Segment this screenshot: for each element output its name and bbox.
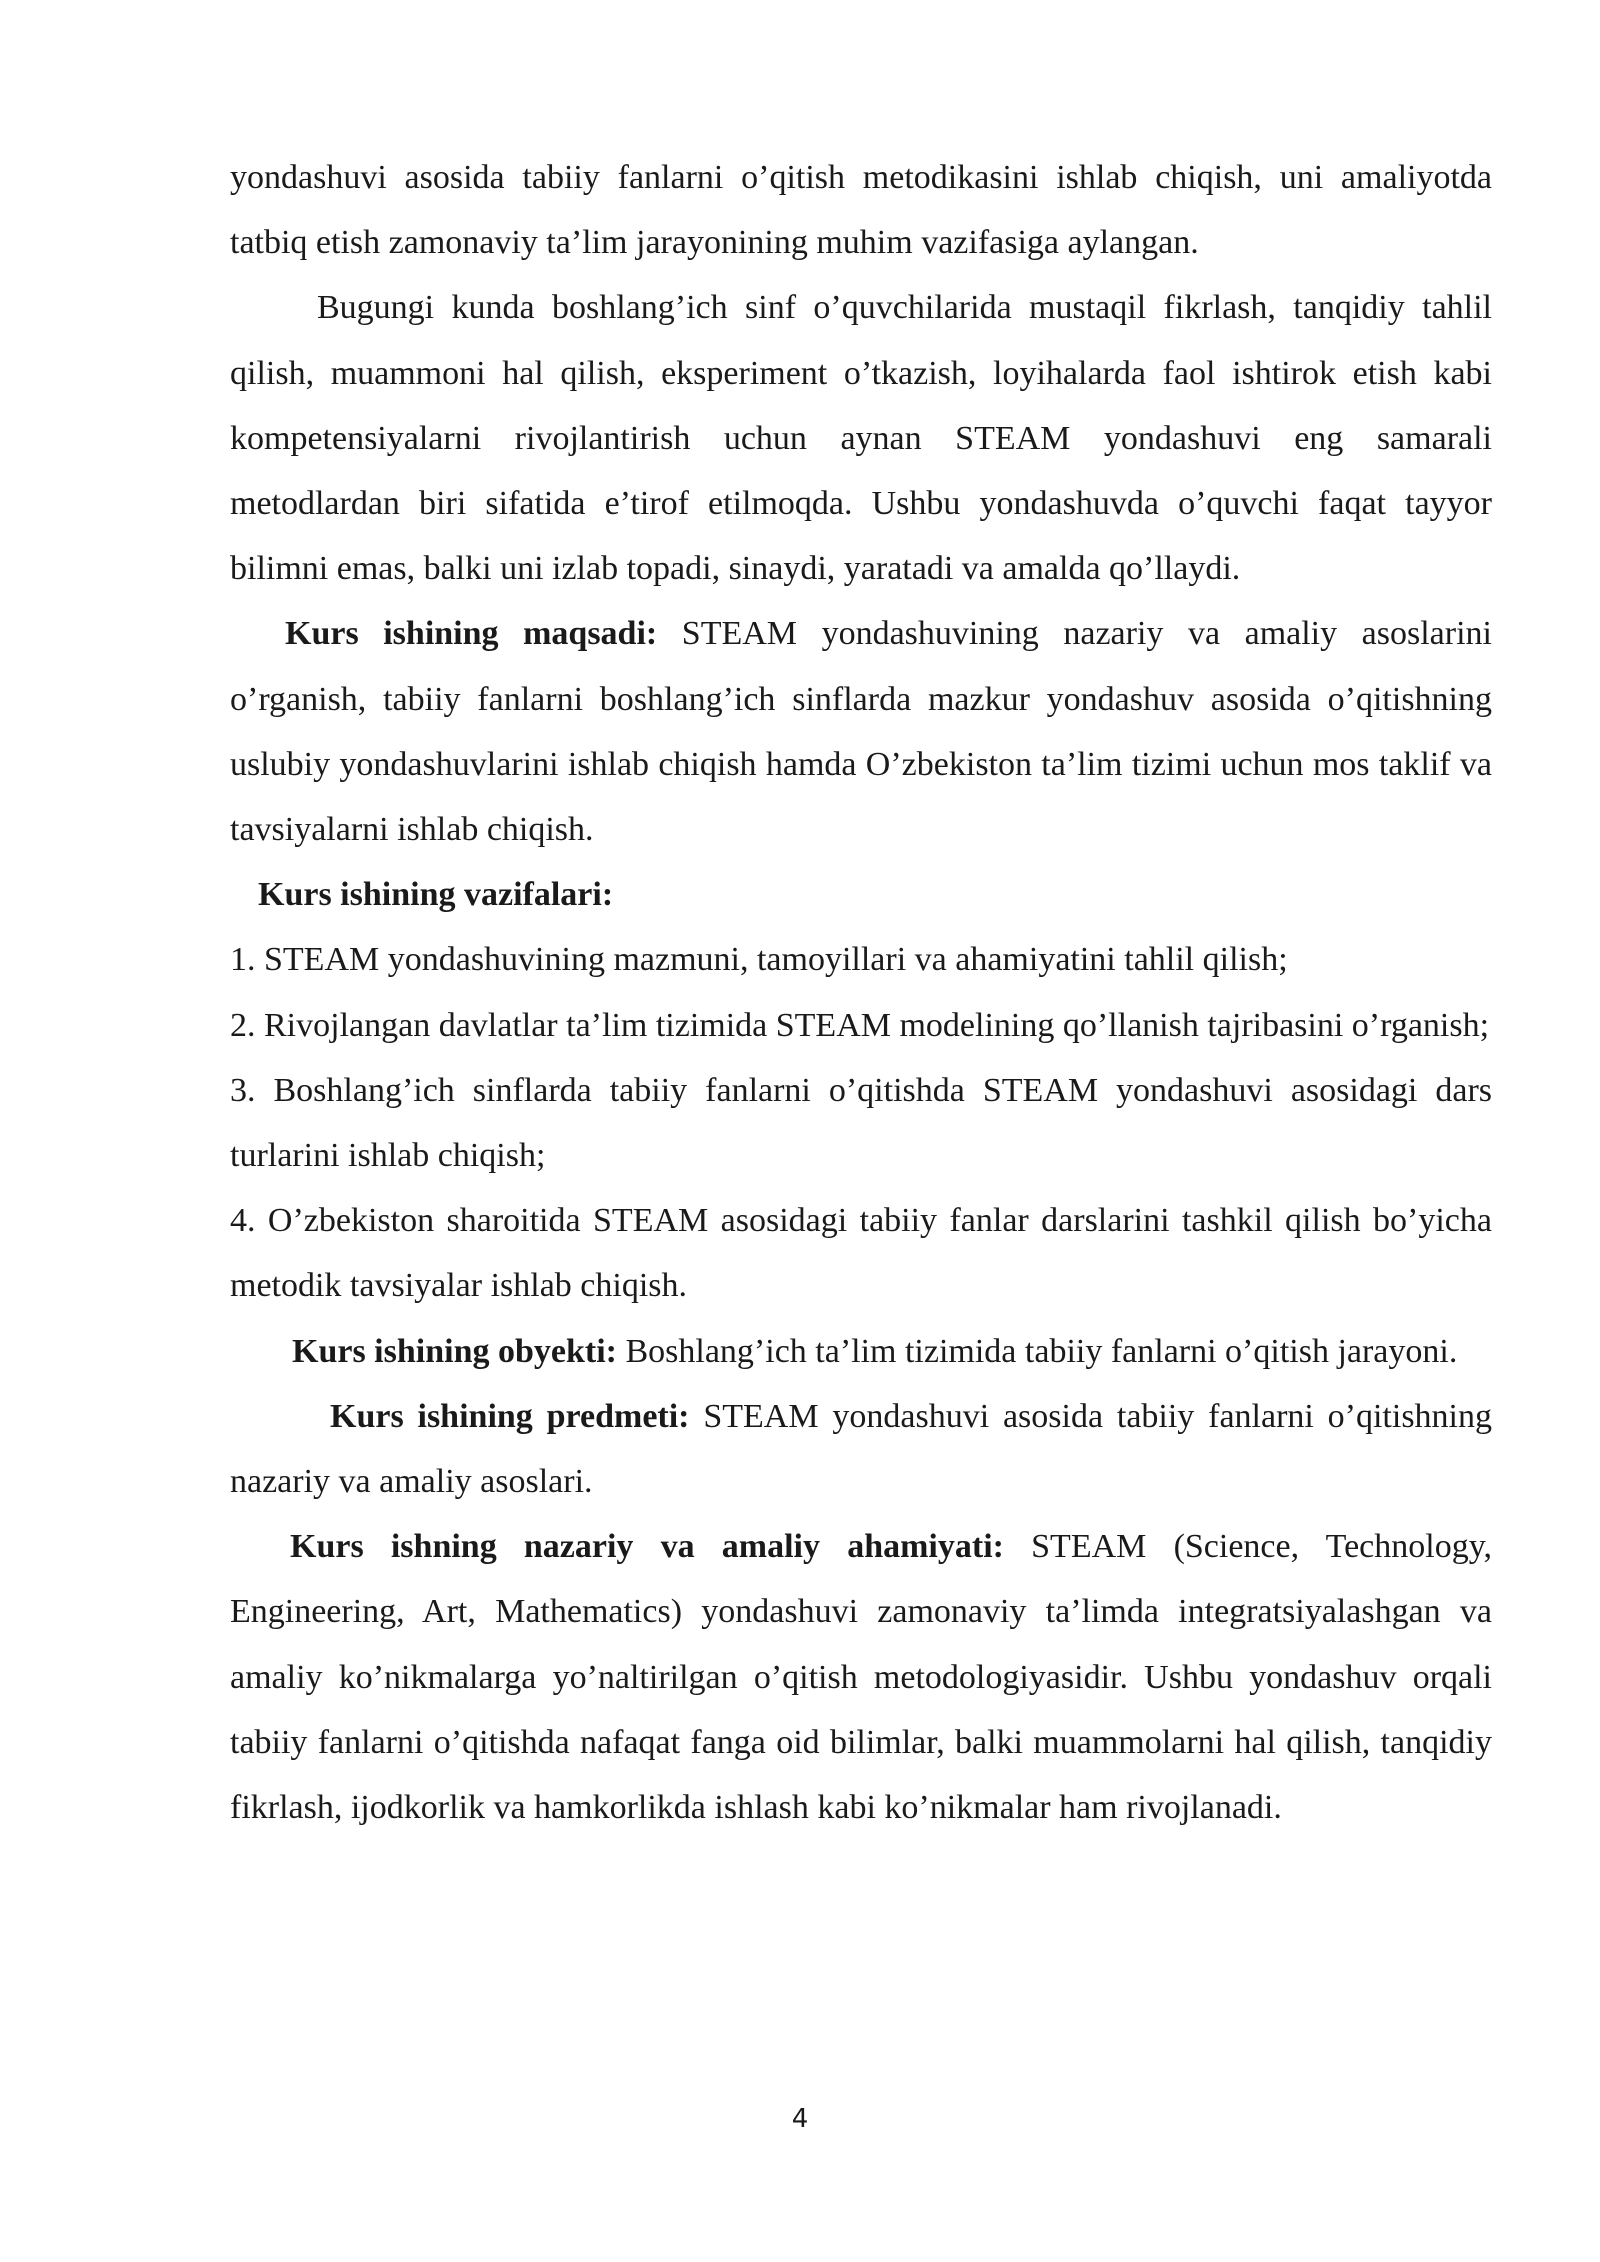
- task-item: 4. O’zbekiston sharoitida STEAM asosidagi tabiiy fanlar darslarini tashkil qilish bo’yicha metodik tavsiyalar ishlab chiqish.: [230, 1202, 1492, 1305]
- paragraph-subject: [230, 1384, 1492, 1514]
- paragraph-significance: [230, 1514, 1492, 1840]
- subject-label: Kurs ishining predmeti:: [330, 1397, 690, 1435]
- paragraph-goal: [230, 601, 1492, 862]
- task-item: 1. STEAM yondashuvining mazmuni, tamoyillari va ahamiyatini tahlil qilish;: [230, 941, 1288, 979]
- goal-text: STEAM yondashuvining nazariy va amaliy asoslarini o’rganish, tabiiy fanlarni boshlang’ich sinflarda mazkur yondashuv asosida o’qitishning uslubiy yondashuvlarini ishlab chiqish hamda O’zbekiston ta’lim tizimi uchun mos taklif va tavsiyalarni ishlab chiqish.: [230, 615, 1492, 849]
- page-body: [230, 145, 1492, 1840]
- page-number: 4: [791, 2104, 809, 2134]
- paragraph-object: [230, 1319, 1492, 1384]
- paragraph-intro-continuation: yondashuvi asosida tabiiy fanlarni o’qitish metodikasini ishlab chiqish, uni amaliyotda tatbiq etish zamonaviy ta’lim jarayonining muhim vazifasiga aylangan.: [230, 159, 1492, 262]
- paragraph-steam-competencies: Bugungi kunda boshlang’ich sinf o’quvchilarida mustaqil fikrlash, tanqidiy tahlil qilish, muammoni hal qilish, eksperiment o’tkazish, loyihalarda faol ishtirok etish kabi kompetensiyalarni rivojlantirish uchun aynan STEAM yondashuvi eng samarali metodlardan biri sifatida e’tirof etilmoqda. Ushbu yondashuvda o’quvchi faqat tayyor bilimni emas, balki uni izlab topadi, sinaydi, yaratadi va amalda qo’llaydi.: [230, 289, 1492, 588]
- significance-label: Kurs ishning nazariy va amaliy ahamiyati:: [290, 1528, 1004, 1566]
- tasks-label: Kurs ishining vazifalari:: [258, 876, 614, 914]
- object-label: Kurs ishining obyekti:: [292, 1332, 617, 1370]
- tasks-heading: [230, 862, 1492, 927]
- object-text: Boshlang’ich ta’lim tizimida tabiiy fanlarni o’qitish jarayoni.: [616, 1332, 1458, 1370]
- task-item: 3. Boshlang’ich sinflarda tabiiy fanlarni o’qitishda STEAM yondashuvi asosidagi dars turlarini ishlab chiqish;: [230, 1071, 1492, 1175]
- task-item: 2. Rivojlangan davlatlar ta’lim tizimida STEAM modelining qo’llanish tajribasini o’rganish;: [230, 1006, 1490, 1044]
- significance-text: STEAM (Science, Technology, Engineering, Art, Mathematics) yondashuvi zamonaviy ta’limda integratsiyalashgan va amaliy ko’nikmalarga yo’naltirilgan o’qitish metodologiyasidir. Ushbu yondashuv orqali tabiiy fanlarni o’qitishda nafaqat fanga oid bilimlar, balki muammolarni hal qilish, tanqidiy fikrlash, ijodkorlik va hamkorlikda ishlash kabi ko’nikmalar ham rivojlanadi.: [230, 1528, 1492, 1827]
- subject-text: STEAM yondashuvi asosida tabiiy fanlarni o’qitishning nazariy va amaliy asoslari.: [230, 1397, 1493, 1501]
- goal-label: Kurs ishining maqsadi:: [285, 615, 658, 653]
